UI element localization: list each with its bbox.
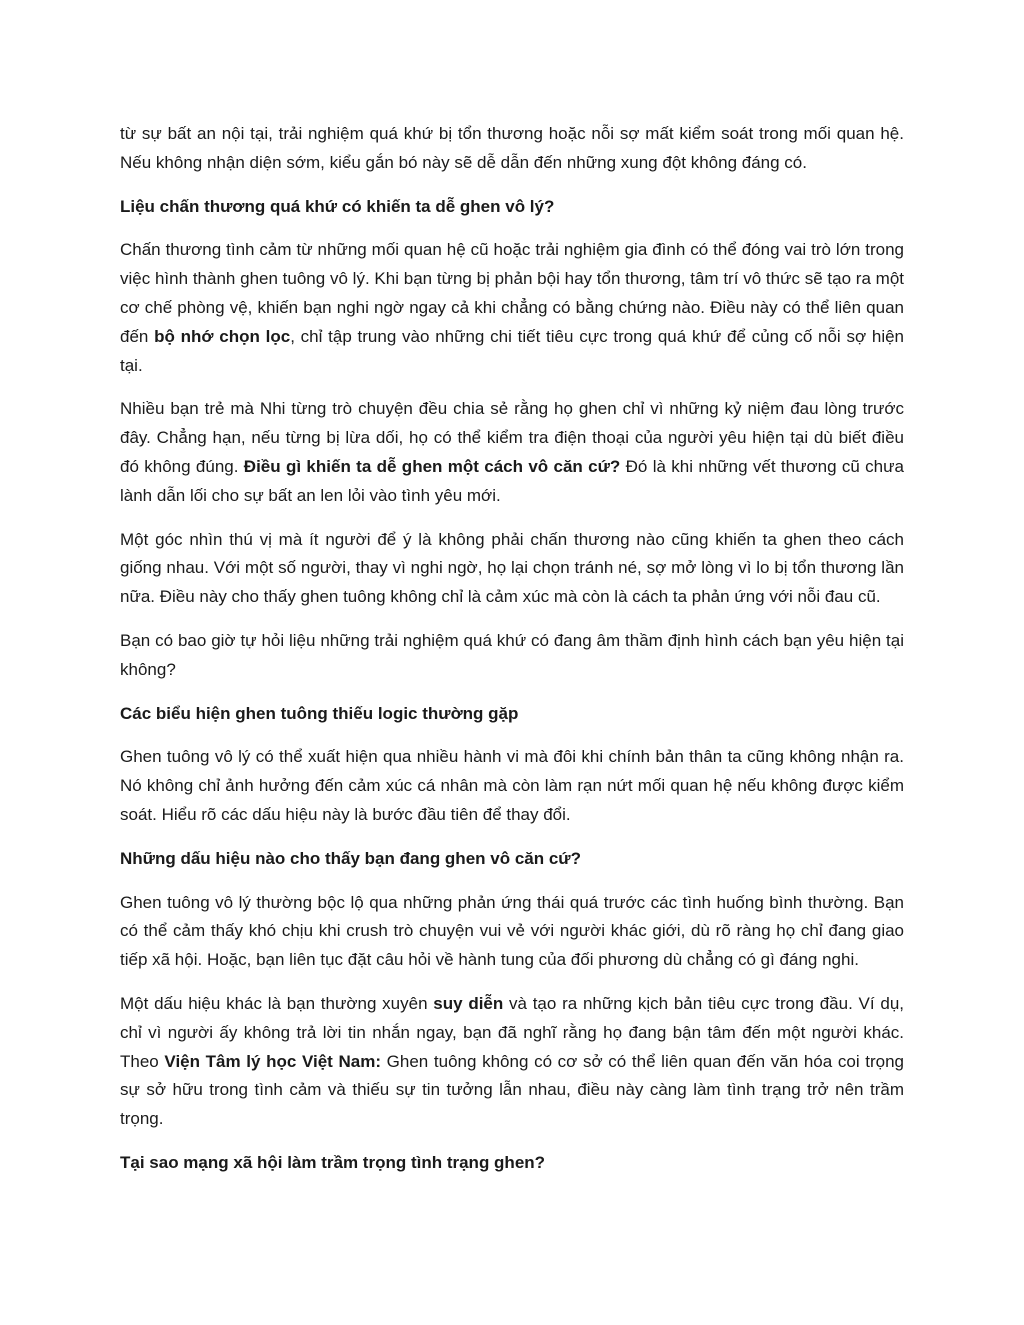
- paragraph: [120, 236, 904, 380]
- text-run: Nhiều bạn trẻ mà Nhi từng trò chuyện đều chia sẻ rằng họ ghen chỉ vì những kỷ niệm đau lòng trước đây. Chẳng hạn, nếu từng bị lừa dối, họ có thể kiểm tra điện thoại của người yêu hiện tại dù biết điều đó không đúng.: [120, 399, 904, 476]
- paragraph: [120, 120, 904, 178]
- section-heading: [120, 845, 904, 874]
- text-run: Ghen tuông vô lý có thể xuất hiện qua nhiều hành vi mà đôi khi chính bản thân ta cũng không nhận ra. Nó không chỉ ảnh hưởng đến cảm xúc cá nhân mà còn làm rạn nứt mối quan hệ nếu không được kiểm soát. Hiểu rõ các dấu hiệu này là bước đầu tiên để thay đổi.: [120, 747, 904, 824]
- text-run: Tại sao mạng xã hội làm trầm trọng tình trạng ghen?: [120, 1152, 546, 1172]
- text-run: Bạn có bao giờ tự hỏi liệu những trải nghiệm quá khứ có đang âm thầm định hình cách bạn yêu hiện tại không?: [120, 630, 904, 679]
- text-run: và tạo ra những kịch bản tiêu cực trong đầu. Ví dụ, chỉ vì người ấy không trả lời tin nhắn ngay, bạn đã nghĩ rằng họ đang bận tâm đến một người khác. Theo: [120, 993, 904, 1071]
- bold-phrase: Viện Tâm lý học Việt Nam:: [164, 1051, 382, 1071]
- paragraph: [120, 526, 904, 612]
- text-run: , chỉ tập trung vào những chi tiết tiêu cực trong quá khứ để củng cố nỗi sợ hiện tại.: [120, 326, 905, 375]
- text-run: từ sự bất an nội tại, trải nghiệm quá khứ bị tổn thương hoặc nỗi sợ mất kiểm soát trong mối quan hệ. Nếu không nhận diện sớm, kiểu gắn bó này sẽ dễ dẫn đến những xung đột không đáng có.: [120, 124, 904, 172]
- document-page: [120, 120, 904, 1193]
- paragraph: [120, 990, 904, 1134]
- text-run: Các biểu hiện ghen tuông thiếu logic thường gặp: [120, 703, 519, 723]
- section-heading: [120, 193, 904, 222]
- bold-phrase: suy diễn: [433, 993, 504, 1013]
- text-run: Ghen tuông vô lý thường bộc lộ qua những phản ứng thái quá trước các tình huống bình thường. Bạn có thể cảm thấy khó chịu khi crush trò chuyện vui vẻ với người khác giới, dù rõ ràng họ chỉ đang giao tiếp xã hội. Hoặc, bạn liên tục đặt câu hỏi về hành tung của đối phương dù chẳng có gì đáng nghi.: [120, 892, 904, 970]
- text-run: Đó là khi những vết thương cũ chưa lành dẫn lối cho sự bất an len lỏi vào tình yêu mới.: [120, 456, 904, 505]
- paragraph: [120, 395, 904, 510]
- text-run: Những dấu hiệu nào cho thấy bạn đang ghen vô căn cứ?: [120, 848, 581, 868]
- section-heading: [120, 1149, 904, 1178]
- text-run: Một dấu hiệu khác là bạn thường xuyên: [120, 993, 434, 1013]
- section-heading: [120, 700, 904, 729]
- bold-phrase: bộ nhớ chọn lọc: [154, 326, 291, 346]
- bold-phrase: Điều gì khiến ta dễ ghen một cách vô căn cứ?: [243, 456, 621, 476]
- text-run: Ghen tuông không có cơ sở có thể liên quan đến văn hóa coi trọng sự sở hữu trong tình cảm và thiếu sự tin tưởng lẫn nhau, điều này càng làm tình trạng trở nên trầm trọng.: [120, 1051, 904, 1129]
- paragraph: [120, 743, 904, 829]
- paragraph: [120, 627, 904, 685]
- text-run: Một góc nhìn thú vị mà ít người để ý là không phải chấn thương nào cũng khiến ta ghen theo cách giống nhau. Với một số người, thay vì nghi ngờ, họ lại chọn tránh né, sợ mở lòng vì lo bị tổn thương lần nữa. Điều này cho thấy ghen tuông không chỉ là cảm xúc mà còn là cách ta phản ứng với nỗi đau cũ.: [120, 529, 904, 607]
- text-run: Liệu chấn thương quá khứ có khiến ta dễ ghen vô lý?: [120, 196, 555, 216]
- paragraph: [120, 889, 904, 975]
- text-run: Chấn thương tình cảm từ những mối quan hệ cũ hoặc trải nghiệm gia đình có thể đóng vai trò lớn trong việc hình thành ghen tuông vô lý. Khi bạn từng bị phản bội hay tổn thương, tâm trí vô thức sẽ tạo ra một cơ chế phòng vệ, khiến bạn nghi ngờ ngay cả khi chẳng có bằng chứng nào. Điều này có thể liên quan đến: [120, 240, 904, 346]
